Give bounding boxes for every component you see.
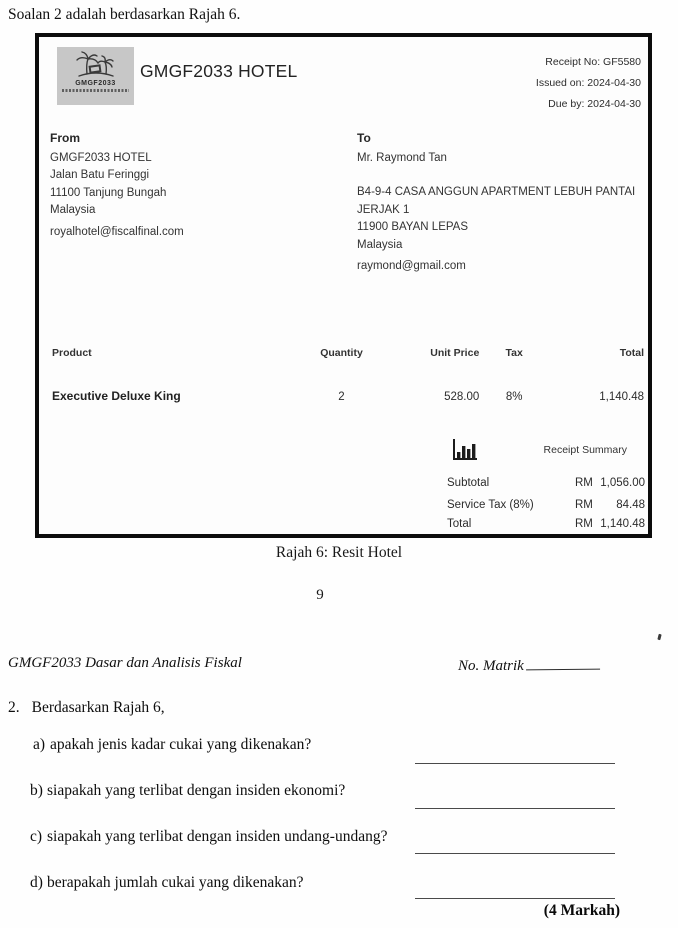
course-header: GMGF2033 Dasar dan Analisis Fiskal [8, 655, 242, 671]
to-email: raymond@gmail.com [357, 260, 466, 272]
header-quantity: Quantity [320, 347, 363, 359]
question-b: b) siapakah yang terlibat dengan insiden ekonomi? [30, 782, 346, 799]
currency: RM [575, 499, 593, 511]
receipt-number-line: Receipt No: GF5580 [545, 56, 641, 68]
cell-quantity: 2 [338, 391, 345, 403]
to-line: 11900 BAYAN LEPAS [357, 221, 469, 233]
from-label: From [50, 131, 80, 145]
figure-caption: Rajah 6: Resit Hotel [275, 544, 403, 561]
summary-row-service-tax [447, 499, 645, 511]
question-intro-text: Soalan 2 adalah berdasarkan Rajah 6. [8, 6, 241, 23]
due-date: 2024-04-30 [587, 98, 641, 110]
matrik-blank-line [526, 657, 600, 671]
bar-chart-icon [449, 437, 479, 463]
header-total: Total [619, 347, 644, 359]
subtotal-amount: 1,056.00 [600, 477, 645, 489]
due-date-line: Due by: 2024-04-30 [548, 98, 641, 110]
header-tax: Tax [505, 347, 523, 359]
summary-row-total [447, 518, 645, 530]
header-product: Product [52, 347, 92, 359]
answer-line-d [415, 898, 615, 899]
marks-label: (4 Markah) [543, 902, 620, 919]
currency: RM [575, 518, 593, 530]
to-line: JERJAK 1 [357, 203, 410, 216]
subtotal-label: Subtotal [447, 477, 490, 489]
from-line: Jalan Batu Feringgi [50, 169, 150, 181]
question-a: a) apakah jenis kadar cukai yang dikenakan? [33, 736, 312, 753]
hotel-receipt [35, 33, 652, 538]
from-block [50, 130, 338, 241]
total-label: Total [447, 518, 472, 530]
total-amount: 1,140.48 [600, 518, 645, 530]
header-unit-price: Unit Price [430, 347, 480, 359]
question-2-intro [8, 699, 165, 717]
service-tax-label: Service Tax (8%) [447, 499, 534, 511]
answer-line-c [415, 853, 615, 854]
currency: RM [575, 477, 593, 489]
from-line: GMGF2033 HOTEL [50, 151, 152, 164]
issued-date: 2024-04-30 [587, 77, 641, 89]
to-line: B4-9-4 CASA ANGGUN APARTMENT LEBUH PANTAI [357, 186, 636, 198]
receipt-summary-title: Receipt Summary [543, 444, 627, 456]
answer-line-a [415, 763, 615, 764]
table-row [43, 389, 644, 403]
logo-brand-text: GMGF2033 [75, 80, 116, 87]
receipt-summary [447, 437, 645, 530]
matrik-field [458, 657, 600, 675]
answer-line-b [415, 808, 615, 809]
page-number: 9 [316, 587, 324, 603]
question-number: 2. [8, 699, 20, 716]
receipt-meta [536, 52, 641, 115]
to-label: To [357, 131, 371, 145]
to-line: Malaysia [357, 238, 403, 251]
cell-product: Executive Deluxe King [52, 389, 181, 403]
cell-tax: 8% [505, 391, 523, 403]
logo-tagline [62, 89, 129, 92]
to-name: Mr. Raymond Tan [357, 151, 447, 164]
question-d: d) berapakah jumlah cukai yang dikenakan? [30, 874, 304, 891]
summary-row-subtotal [447, 477, 645, 489]
from-line: Malaysia [50, 204, 96, 216]
from-line: 11100 Tanjung Bungah [50, 186, 167, 199]
palm-island-icon [73, 50, 119, 80]
items-table-header [43, 347, 644, 359]
service-tax-amount: 84.48 [616, 499, 645, 511]
receipt-number: GF5580 [603, 56, 641, 68]
receipt-summary-header [447, 437, 645, 463]
question-intro: Berdasarkan Rajah 6, [31, 699, 165, 716]
to-address [357, 184, 645, 254]
hotel-name: GMGF2033 HOTEL [140, 61, 298, 81]
scan-artifact-mark [657, 634, 661, 641]
matrik-label: No. Matrik [458, 658, 524, 674]
issued-date-line: Issued on: 2024-04-30 [535, 77, 641, 89]
question-c: c) siapakah yang terlibat dengan insiden undang-undang? [30, 828, 388, 845]
cell-unit-price: 528.00 [444, 391, 480, 403]
cell-total: 1,140.48 [599, 391, 644, 403]
hotel-logo [57, 47, 134, 105]
from-email: royalhotel@fiscalfinal.com [50, 225, 184, 238]
to-block [357, 130, 645, 276]
